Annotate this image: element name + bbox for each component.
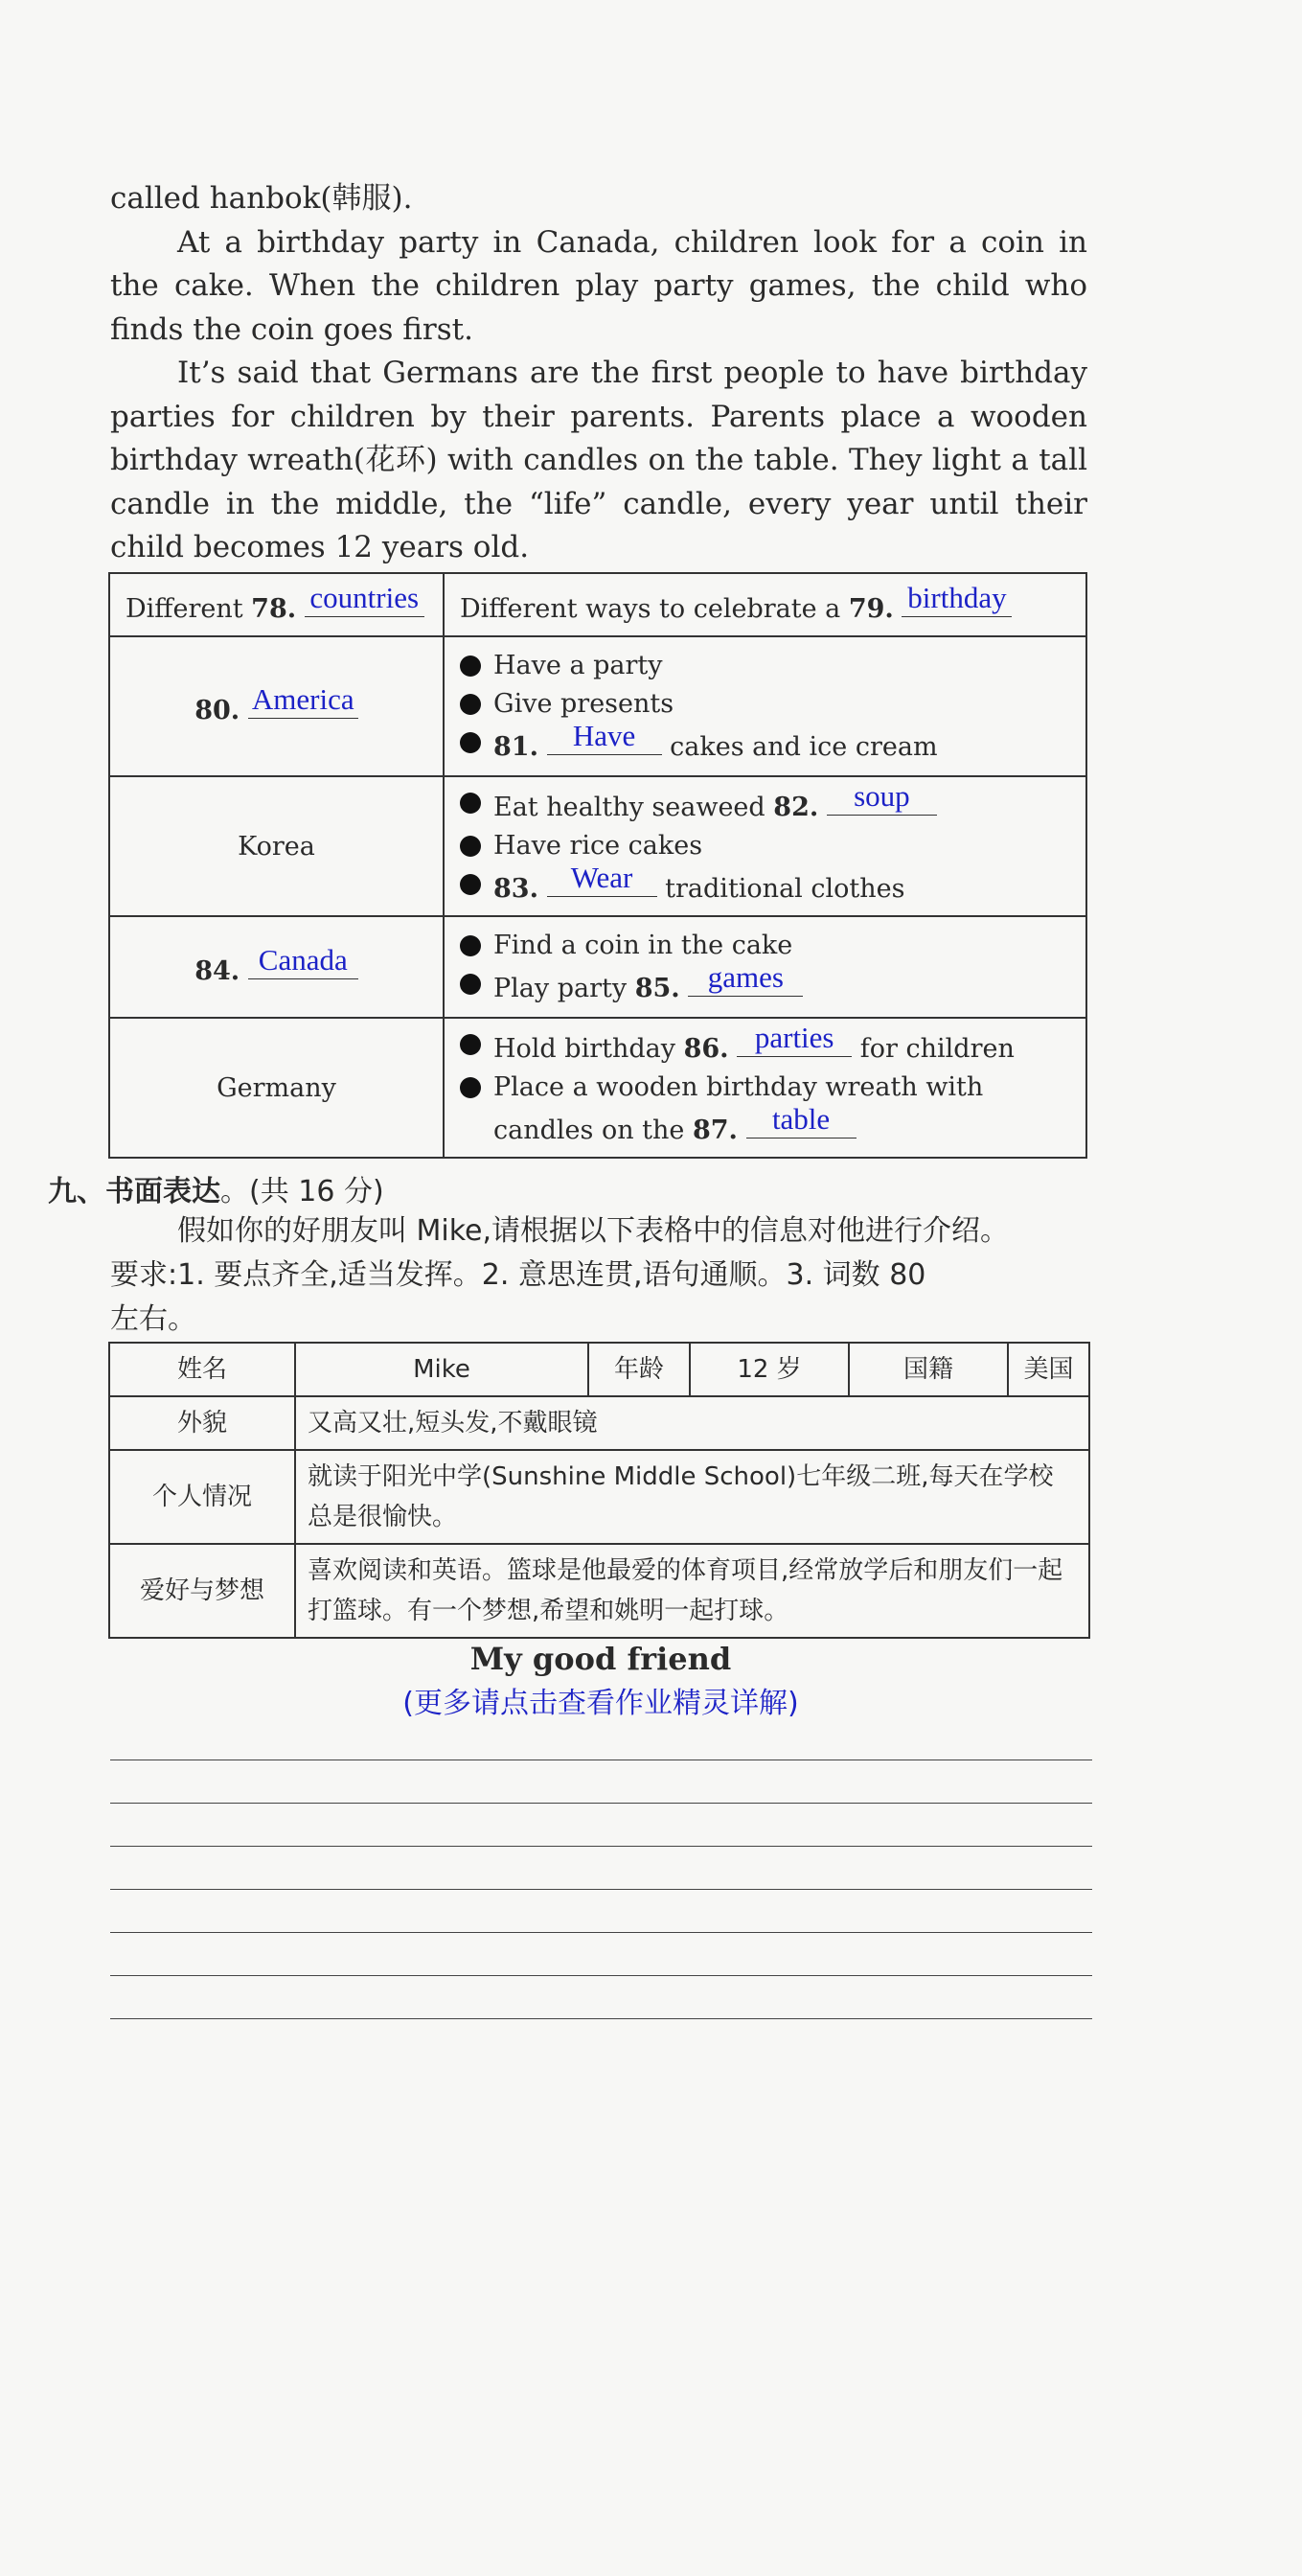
name-value: Mike	[295, 1343, 588, 1396]
answer-blank-85	[688, 959, 803, 997]
list-item: Hold birthday 86. parties for children	[460, 1025, 1085, 1069]
appearance-label: 外貌	[109, 1396, 295, 1450]
appearance-value: 又高又壮,短头发,不戴眼镜	[295, 1396, 1089, 1450]
bullet-icon	[460, 1077, 481, 1098]
writing-lines	[110, 1717, 1092, 2019]
nationality-value: 美国	[1008, 1343, 1089, 1396]
list-item: Eat healthy seaweed 82. soup	[460, 784, 1085, 827]
bullet-icon	[460, 974, 481, 995]
answer-80: America	[251, 682, 354, 716]
list-item: Have a party	[460, 647, 1085, 685]
table-row-germany-label: Germany	[109, 1018, 444, 1158]
bullet-icon	[460, 656, 481, 677]
list-item: 81. Have cakes and ice cream	[460, 724, 1085, 767]
answer-blank-87	[746, 1102, 857, 1138]
question-number: 78.	[251, 594, 297, 624]
bullet-icon	[460, 836, 481, 857]
bullet-icon	[460, 732, 481, 753]
answer-79: birthday	[907, 581, 1007, 614]
answer-87: table	[771, 1102, 831, 1136]
writing-line[interactable]	[110, 1717, 1092, 1760]
passage-paragraph-3: It’s said that Germans are the first people to have birthday parties for children by their parents. Parents place a wooden birthday wreath(花环) with candles on the table. They light a tall candle in the middle, the “life” candle, every year until their child becomes 12 years old.	[110, 356, 1087, 564]
nationality-label: 国籍	[849, 1343, 1008, 1396]
list-item: Find a coin in the cake	[460, 927, 1085, 965]
answer-86: parties	[754, 1021, 834, 1054]
answer-81: Have	[572, 718, 636, 752]
bullet-icon	[460, 935, 481, 956]
answer-82: soup	[854, 779, 910, 813]
personal-info-label: 个人情况	[109, 1450, 295, 1544]
list-item: Play party 85. games	[460, 965, 1085, 1008]
writing-line[interactable]	[110, 1847, 1092, 1890]
answer-table	[108, 572, 1087, 1159]
writing-line[interactable]	[110, 1760, 1092, 1804]
table-row-germany-ways	[444, 1018, 1086, 1158]
age-label: 年龄	[588, 1343, 690, 1396]
bullet-icon	[460, 874, 481, 895]
answer-blank-82	[827, 779, 937, 816]
answer-blank-79	[902, 581, 1012, 617]
answer-85: games	[707, 959, 784, 994]
details-link[interactable]: (更多请点击查看作业精灵详解)	[402, 1687, 799, 1720]
list-item: Give presents	[460, 685, 1085, 724]
table-row-84-label: 84. Canada	[109, 916, 444, 1018]
hobby-label: 爱好与梦想	[109, 1544, 295, 1638]
list-item: Have rice cakes	[460, 827, 1085, 865]
age-value: 12 岁	[690, 1343, 849, 1396]
answer-blank-83	[547, 861, 657, 897]
name-label: 姓名	[109, 1343, 295, 1396]
answer-blank-78	[305, 581, 424, 617]
table-row-80-ways	[444, 636, 1086, 776]
list-item: Place a wooden birthday wreath with candles on the 87. table	[460, 1069, 1085, 1150]
info-table	[108, 1342, 1090, 1639]
table-row-korea-ways	[444, 776, 1086, 916]
bullet-icon	[460, 694, 481, 715]
writing-prompt: 假如你的好朋友叫 Mike,请根据以下表格中的信息对他进行介绍。 要求:1. 要点齐全,适当发挥。2. 意思连贯,语句通顺。3. 词数 80 左右。	[110, 1214, 1010, 1336]
essay-title: My good friend	[469, 1641, 732, 1677]
question-number: 79.	[848, 594, 894, 624]
table-row-80-label: 80. America	[109, 636, 444, 776]
personal-info-value: 就读于阳光中学(Sunshine Middle School)七年级二班,每天在学校总是很愉快。	[295, 1450, 1089, 1544]
writing-line[interactable]	[110, 1890, 1092, 1933]
answer-84: Canada	[258, 943, 348, 977]
bullet-icon	[460, 793, 481, 814]
section-heading: 九、书面表达。(共 16 分)	[48, 1175, 384, 1208]
writing-line[interactable]	[110, 1976, 1092, 2019]
passage-paragraph-2: At a birthday party in Canada, children look for a coin in the cake. When the children play party games, the child who finds the coin goes first.	[110, 224, 1087, 347]
table-header-right: Different ways to celebrate a 79. birthday	[444, 573, 1086, 636]
hobby-value: 喜欢阅读和英语。篮球是他最爱的体育项目,经常放学后和朋友们一起打篮球。有一个梦想,希望和姚明一起打球。	[295, 1544, 1089, 1638]
answer-blank-86	[737, 1021, 852, 1057]
writing-line[interactable]	[110, 1933, 1092, 1976]
table-header-left: Different 78. countries	[109, 573, 444, 636]
bullet-icon	[460, 1034, 481, 1055]
reading-passage	[110, 177, 1087, 570]
table-row-84-ways	[444, 916, 1086, 1018]
passage-paragraph-1: called hanbok(韩服).	[110, 181, 413, 216]
table-row-korea-label: Korea	[109, 776, 444, 916]
answer-blank-81	[547, 718, 662, 755]
answer-78: countries	[309, 581, 420, 614]
answer-83: Wear	[570, 861, 633, 894]
list-item: 83. Wear traditional clothes	[460, 865, 1085, 908]
writing-line[interactable]	[110, 1804, 1092, 1847]
